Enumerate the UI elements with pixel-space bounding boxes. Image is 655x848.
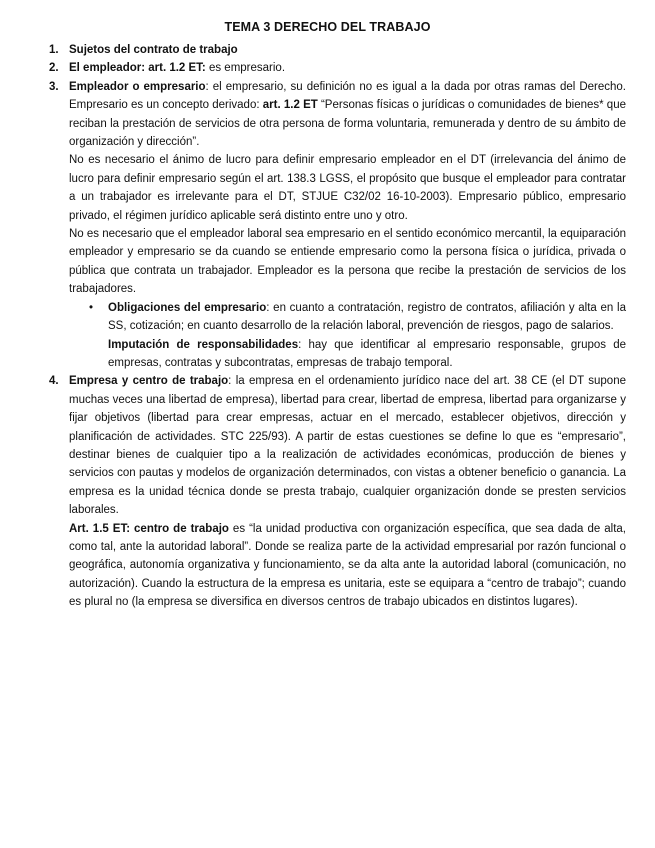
item-number: 4. <box>49 375 59 388</box>
sub-heading: Imputación de responsabilidades <box>108 338 299 351</box>
item-heading: Empresa y centro de trabajo <box>69 375 229 388</box>
item-paragraph <box>69 372 626 519</box>
item-text: es “la unidad productiva con organización específica, que sea dada de alta, como tal, ante la autoridad laboral”. Donde se realiza parte de la actividad empresarial por razón funcional o geográfica, autonomía organizativa y funcionamiento, se da alta ante la autoridad laboral (comunicación, no autorización). Cuando la estructura de la empresa es unitaria, este se equipara a “centro de trabajo”; cuando es plural no (la empresa se diversifica en diversos centros de trabajo ubicados en distintos lugares). <box>69 522 626 609</box>
item-heading: El empleador: art. 1.2 ET: <box>69 62 206 75</box>
item-number: 3. <box>49 80 59 93</box>
item-paragraph <box>69 78 626 152</box>
legal-reference: art. 1.2 ET <box>262 99 318 112</box>
item-text: es empresario. <box>205 62 286 75</box>
item-paragraph <box>69 520 626 612</box>
sub-text: : hay que identificar al empresario responsable, grupos de empresas, contratas y subcontratas, empresas de trabajo temporal. <box>108 338 627 369</box>
item-number: 2. <box>49 62 59 75</box>
item-paragraph <box>69 59 626 77</box>
sub-paragraph <box>108 336 626 373</box>
document-title: TEMA 3 DERECHO DEL TRABAJO <box>224 20 431 34</box>
item-heading: Empleador o empresario <box>69 80 206 93</box>
list-item-2 <box>49 59 626 77</box>
item-paragraph: No es necesario que el empleador laboral sea empresario en el sentido económico mercantil, la equiparación empleador y empresario se da cuando se entiende empresario como la persona física o jurídica, privada o pública que contrata un trabajador. Empleador es la persona que recibe la prestación de servicios de los trabajadores. <box>69 228 626 296</box>
item-number: 1. <box>49 44 59 56</box>
sub-paragraph <box>108 299 626 336</box>
list-item-4 <box>49 372 626 611</box>
item-paragraph <box>69 41 626 59</box>
sub-text: : en cuanto a contratación, registro de contratos, afiliación y alta en la SS, cotización; en cuanto desarrollo de la relación laboral, prevención de riesgos, pago de salarios. <box>108 301 626 333</box>
item-text: : el empresario, su definición no es igual a la dada por otras ramas del Derecho. Empresario es un concepto derivado: <box>69 80 626 112</box>
item-text: : la empresa en el ordenamiento jurídico nace del art. 38 CE (el DT supone muchas veces una libertad de empresa), libertad para crear, libertad de empresa, libertad para organizarse y fijar objetivos (libertad para crear empresas, actuar en el mercado, establecer objetivos, dirección y planificación de actividades. STC 225/93). A partir de estas cuestiones se define lo que es “empresario”, destinar bienes de cualquier tipo a la realización de actividades económicas, producción de bienes y servicios con pautas y modelos de organización determinados, con vistas a obtener beneficio o ganancia. La empresa es la unidad técnica donde se presta trabajo, cualquier organización donde se presten servicios laborales. <box>69 375 626 517</box>
item-text: “Personas físicas o jurídicas o comunidades de bienes* que reciban la prestación de servicios de otra persona de forma voluntaria, remunerada y dentro de su ámbito de organización y dirección”. <box>69 99 626 149</box>
sub-heading: Obligaciones del empresario <box>108 301 267 314</box>
item-heading: Sujetos del contrato de trabajo <box>69 44 238 56</box>
sub-bullet-item <box>69 299 626 373</box>
list-item-1 <box>49 41 626 59</box>
legal-reference: Art. 1.5 ET: centro de trabajo <box>69 522 229 535</box>
bullet-icon: • <box>89 301 94 314</box>
topic-list <box>49 41 626 612</box>
item-paragraph: No es necesario el ánimo de lucro para definir empresario empleador en el DT (irrelevancia del ánimo de lucro para definir empresario según el art. 138.3 LGSS, el propósito que busque el empleador para contratar a un trabajador es irrelevante para el DT, STJUE C32/02 16-10-2003). Empresario público, empresario privado, el régimen jurídico aplicable será distinto entre uno y otro. <box>69 154 626 222</box>
list-item-3 <box>49 78 626 373</box>
